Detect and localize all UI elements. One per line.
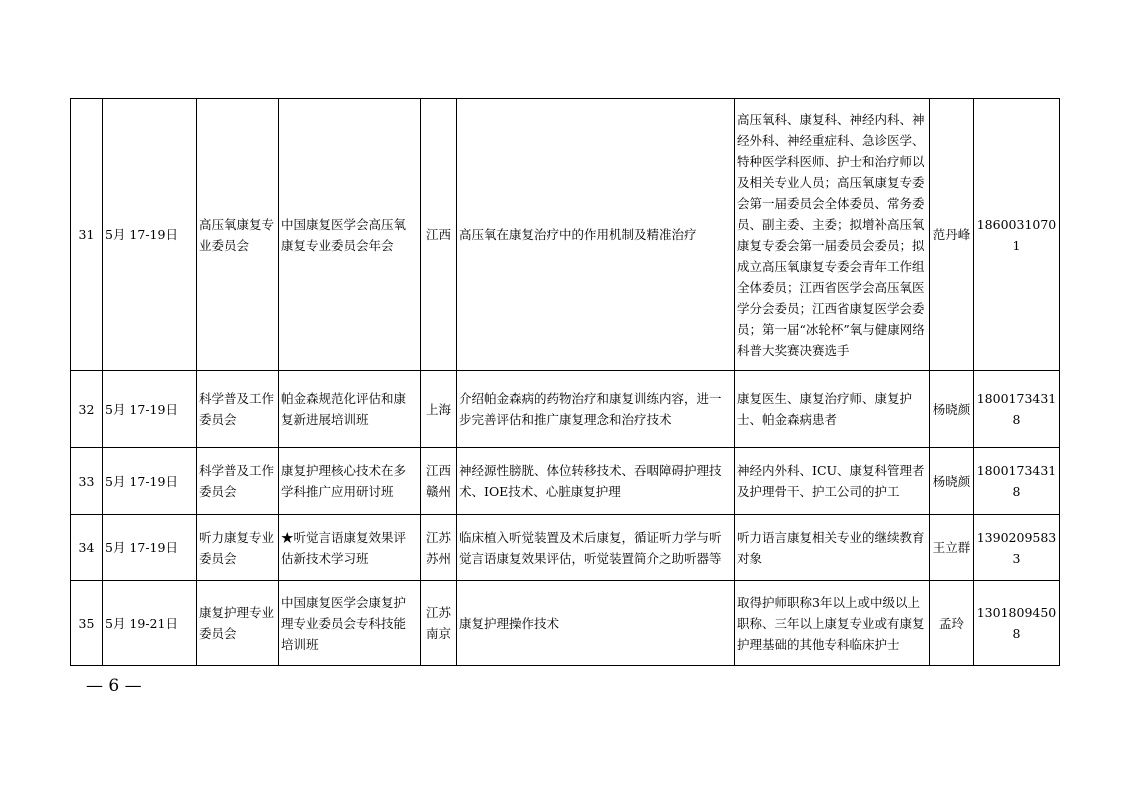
organizer-cell: 科学普及工作委员会 — [197, 448, 279, 515]
location-cell: 江西赣州 — [421, 448, 457, 515]
table-row — [71, 448, 1060, 515]
contact-cell: 范丹峰 — [930, 99, 974, 371]
location-cell: 江西 — [421, 99, 457, 371]
organizer-cell: 科学普及工作委员会 — [197, 371, 279, 448]
date-cell: 5月 17-19日 — [103, 448, 197, 515]
row-number: 34 — [71, 515, 103, 581]
date-cell: 5月 17-19日 — [103, 371, 197, 448]
organizer-cell: 康复护理专业委员会 — [197, 581, 279, 666]
row-number: 33 — [71, 448, 103, 515]
row-number: 32 — [71, 371, 103, 448]
row-number: 31 — [71, 99, 103, 371]
date-cell: 5月 19-21日 — [103, 581, 197, 666]
event-cell: ★听觉言语康复效果评估新技术学习班 — [279, 515, 421, 581]
content-cell: 介绍帕金森病的药物治疗和康复训练内容，进一步完善评估和推广康复理念和治疗技术 — [457, 371, 735, 448]
content-cell: 康复护理操作技术 — [457, 581, 735, 666]
event-cell: 中国康复医学会高压氧康复专业委员会年会 — [279, 99, 421, 371]
content-cell: 临床植入听觉装置及术后康复，循证听力学与听觉言语康复效果评估，听觉装置简介之助听器等 — [457, 515, 735, 581]
contact-cell: 杨晓颜 — [930, 371, 974, 448]
audience-cell: 听力语言康复相关专业的继续教育对象 — [735, 515, 930, 581]
phone-cell: 18600310701 — [974, 99, 1060, 371]
phone-cell: 18001734318 — [974, 371, 1060, 448]
audience-cell: 康复医生、康复治疗师、康复护士、帕金森病患者 — [735, 371, 930, 448]
phone-cell: 18001734318 — [974, 448, 1060, 515]
date-cell: 5月 17-19日 — [103, 99, 197, 371]
date-cell: 5月 17-19日 — [103, 515, 197, 581]
audience-cell: 取得护师职称3年以上或中级以上职称、三年以上康复专业或有康复护理基础的其他专科临床护士 — [735, 581, 930, 666]
table-row — [71, 581, 1060, 666]
location-cell: 江苏苏州 — [421, 515, 457, 581]
audience-cell: 神经内外科、ICU、康复科管理者及护理骨干、护工公司的护工 — [735, 448, 930, 515]
table-row — [71, 515, 1060, 581]
location-cell: 上海 — [421, 371, 457, 448]
contact-cell: 杨晓颜 — [930, 448, 974, 515]
schedule-table — [70, 98, 1060, 666]
audience-cell: 高压氧科、康复科、神经内科、神经外科、神经重症科、急诊医学、特种医学科医师、护士和治疗师以及相关专业人员；高压氧康复专委会第一届委员会全体委员、常务委员、副主委、主委；拟增补高压氧康复专委会第一届委员会委员；拟成立高压氧康复专委会青年工作组全体委员；江西省医学会高压氧医学分会委员；江西省康复医学会委员；第一届“冰轮杯”氧与健康网络科普大奖赛决赛选手 — [735, 99, 930, 371]
page-number: — 6 — — [86, 676, 142, 696]
row-number: 35 — [71, 581, 103, 666]
event-cell: 帕金森规范化评估和康复新进展培训班 — [279, 371, 421, 448]
location-cell: 江苏南京 — [421, 581, 457, 666]
phone-cell: 13902095833 — [974, 515, 1060, 581]
content-cell: 神经源性膀胱、体位转移技术、吞咽障碍护理技术、IOE技术、心脏康复护理 — [457, 448, 735, 515]
phone-cell: 13018094508 — [974, 581, 1060, 666]
event-cell: 康复护理核心技术在多学科推广应用研讨班 — [279, 448, 421, 515]
content-cell: 高压氧在康复治疗中的作用机制及精准治疗 — [457, 99, 735, 371]
organizer-cell: 高压氧康复专业委员会 — [197, 99, 279, 371]
contact-cell: 孟玲 — [930, 581, 974, 666]
event-cell: 中国康复医学会康复护理专业委员会专科技能培训班 — [279, 581, 421, 666]
contact-cell: 王立群 — [930, 515, 974, 581]
table-row — [71, 99, 1060, 371]
table-row — [71, 371, 1060, 448]
organizer-cell: 听力康复专业委员会 — [197, 515, 279, 581]
